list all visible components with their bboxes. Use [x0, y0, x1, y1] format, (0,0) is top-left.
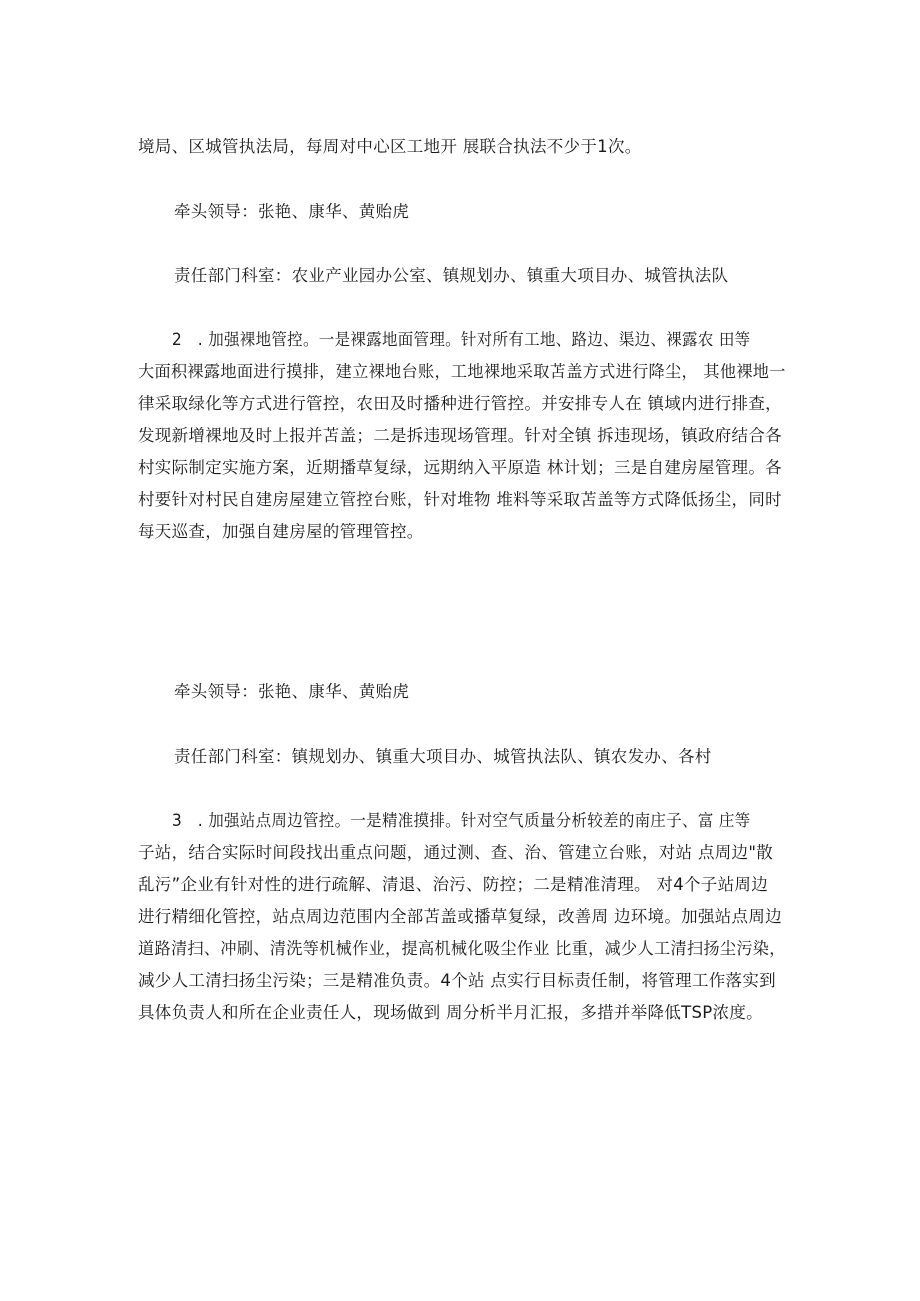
text-line: 境局、区城管执法局，每周对中心区工地开 展联合执法不少于1次。 — [138, 137, 642, 156]
text-line: 乱污”企业有针对性的进行疏解、清退、治污、防控；二是精准清理。 对4个子站周边 — [138, 875, 768, 894]
paragraph-enforcement-continued — [138, 131, 786, 163]
text-line: 责任部门科室：镇规划办、镇重大项目办、城管执法队、镇农发办、各村 — [174, 747, 712, 766]
responsible-departments-1 — [138, 260, 822, 292]
lead-leaders-1 — [138, 196, 822, 228]
text-line: 具体负责人和所在企业责任人，现场做到 周分析半月汇报，多措并举降低TSP浓度。 — [138, 1003, 763, 1022]
text-line: 3 . 加强站点周边管控。一是精准摸排。针对空气质量分析较差的南庄子、富 庄等 — [171, 811, 751, 830]
paragraph-station-surroundings-control — [138, 805, 786, 1029]
text-line: 村实际制定实施方案，近期播草复绿，远期纳入平原造 林计划；三是自建房屋管理。各 — [138, 458, 782, 477]
text-line: 发现新增裸地及时上报并苫盖；二是拆违现场管理。针对全镇 拆违现场，镇政府结合各 — [138, 426, 782, 445]
lead-leaders-2 — [138, 676, 822, 708]
text-line: 减少人工清扫扬尘污染；三是精准负责。4个站 点实行目标责任制，将管理工作落实到 — [138, 971, 776, 990]
text-line: 每天巡查，加强自建房屋的管理管控。 — [138, 522, 424, 541]
text-line: 律采取绿化等方式进行管控，农田及时播种进行管控。并安排专人在 镇域内进行排查， — [138, 394, 782, 413]
responsible-departments-2 — [138, 741, 822, 773]
text-line: 责任部门科室：农业产业园办公室、镇规划办、镇重大项目办、城管执法队 — [174, 266, 729, 285]
text-line: 道路清扫、冲刷、清洗等机械作业，提高机械化吸尘作业 比重，减少人工清扫扬尘污染， — [138, 939, 786, 958]
text-line: 牵头领导：张艳、康华、黄贻虎 — [174, 682, 410, 701]
paragraph-bare-land-control — [138, 324, 786, 548]
text-line: 大面积裸露地面进行摸排，建立裸地台账，工地裸地采取苫盖方式进行降尘， 其他裸地一 — [138, 362, 786, 381]
text-line: 进行精细化管控，站点周边范围内全部苫盖或播草复绿，改善周 边环境。加强站点周边 — [138, 907, 782, 926]
text-line: 2 . 加强裸地管控。一是裸露地面管理。针对所有工地、路边、渠边、裸露农 田等 — [171, 330, 751, 349]
text-line: 牵头领导：张艳、康华、黄贻虎 — [174, 202, 410, 221]
text-line: 子站，结合实际时间段找出重点问题，通过测、查、治、管建立台账，对站 点周边"散 — [138, 843, 774, 862]
text-line: 村要针对村民自建房屋建立管控台账，针对堆物 堆料等采取苫盖等方式降低扬尘，同时 — [138, 490, 782, 509]
